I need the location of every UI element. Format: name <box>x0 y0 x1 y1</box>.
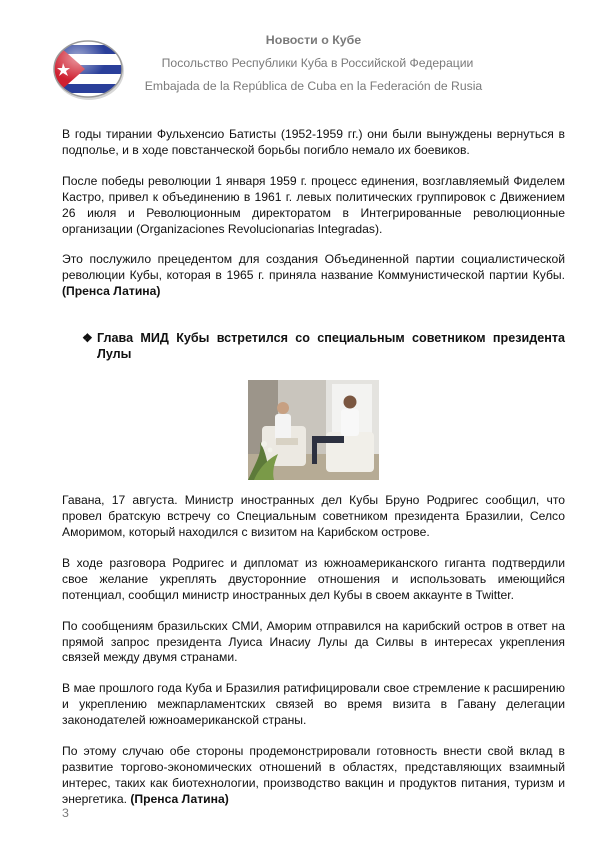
article-photo-container <box>62 380 565 480</box>
paragraph: После победы революции 1 января 1959 г. процесс единения, возглавляемый Фиделем Кастро, привел к объединению в 1961 г. левых политических группировок с Движением 26 июля и Революционным директоратом в Интегрированные революционные организации (Organizaciones Revolucionarias Integradas). <box>62 173 565 236</box>
news-source: (Пренса Латина) <box>62 284 161 299</box>
news-source: (Пренса Латина) <box>130 791 229 806</box>
paragraph: Гавана, 17 августа. Министр иностранных дел Кубы Бруно Родригес сообщил, что провел братскую встречу со Специальным советником президента Бразилии, Селсо Аморимом, который находился с визитом на Карибском острове. <box>62 493 565 539</box>
paragraph: По сообщениям бразильских СМИ, Аморим отправился на карибский остров в ответ на прямой запрос президента Луиса Инасиу Лулы да Силвы в интересах укрепления связей между двумя странами. <box>62 618 565 665</box>
article-title: ❖ Глава МИД Кубы встретился со специальным советником президента Лулы <box>82 331 565 362</box>
header-embassy-ru: Посольство Республики Куба в Российской Федерации <box>161 56 474 70</box>
diamond-bullet-icon: ❖ <box>82 331 93 346</box>
paragraph: Это послужило прецедентом для создания Объединенной партии социалистической революции Кубы, которая в 1965 г. приняла название Коммунистической партии Кубы. (Пренса Латина) <box>62 252 565 299</box>
paragraph: По этому случаю обе стороны продемонстрировали готовность внести свой вклад в развитие торгово-экономических отношений в областях, представляющих взаимный интерес, таких как биотехнологии, производство вакцин и продуктов питания, туризм и энергетика. (Пренса Латина) <box>62 744 565 806</box>
page-content <box>62 127 565 823</box>
meeting-photo <box>248 380 379 480</box>
page-header <box>0 0 611 120</box>
paragraph: В годы тирании Фульхенсио Батисты (1952-1959 гг.) они были вынуждены вернуться в подполье, и в ходе повстанческой борьбы погибло немало их боевиков. <box>62 127 565 157</box>
paragraph: В мае прошлого года Куба и Бразилия ратифицировали свое стремление к расширению и укреплению межпарламентских связей во время визита в Гавану делегации законодателей южноамериканской страны. <box>62 681 565 728</box>
page-number: 3 <box>62 806 69 820</box>
header-embassy-es: Embajada de la República de Cuba en la Federación de Rusia <box>144 79 483 93</box>
header-title: Новости о Кубе <box>265 33 362 47</box>
paragraph: В ходе разговора Родригес и дипломат из южноамериканского гиганта подтвердили свое желание укреплять двусторонние отношения и использовать имеющийся потенциал, сообщил министр иностранных дел Кубы в своем аккаунте в Twitter. <box>62 555 565 602</box>
